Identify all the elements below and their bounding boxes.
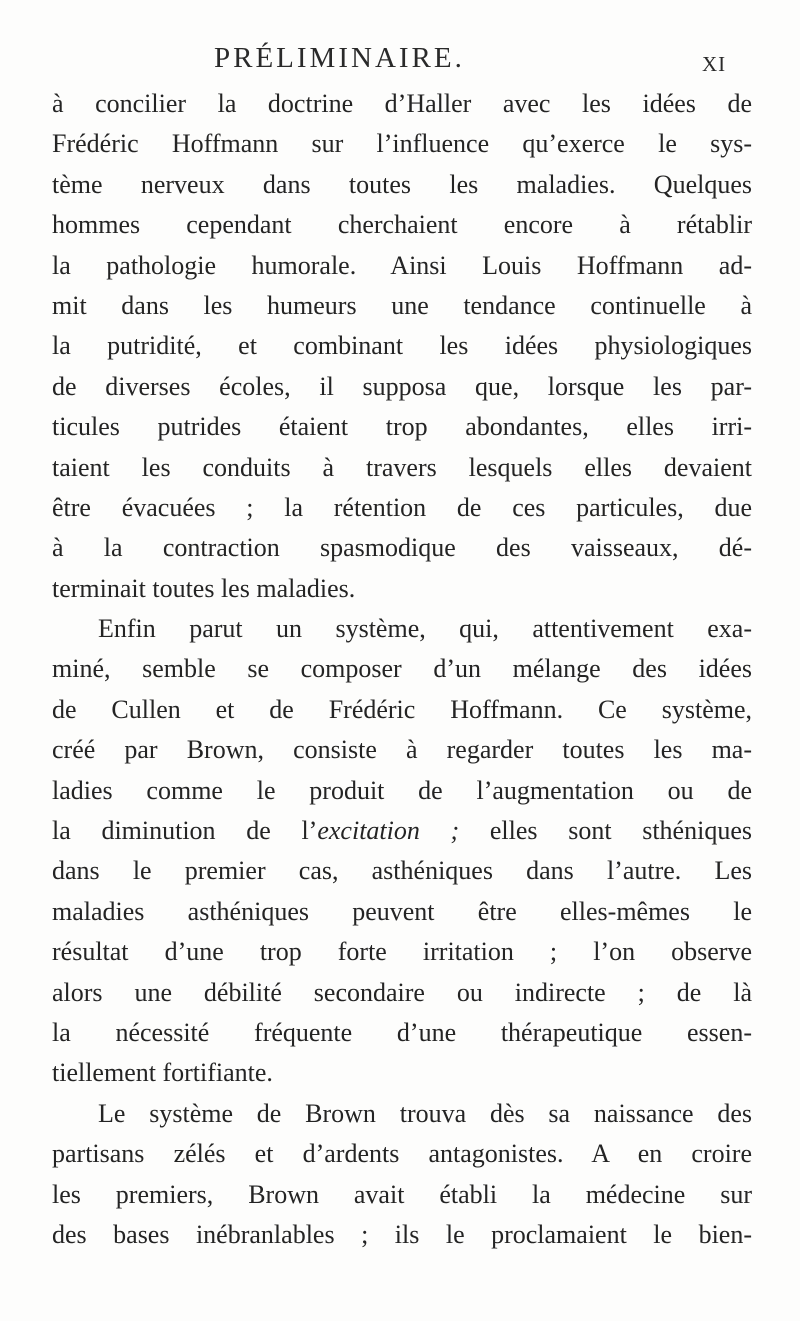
paragraph-2	[52, 609, 752, 1094]
text-line-with-italic	[52, 811, 752, 851]
text-line: partisans zélés et d’ardents antagonistes. A en croire	[52, 1139, 752, 1169]
text-line: Le système de Brown trouva dès sa naissance des	[98, 1098, 752, 1128]
running-head	[0, 42, 800, 82]
text-line: alors une débilité secondaire ou indirecte ; de là	[52, 977, 752, 1007]
text-line: les premiers, Brown avait établi la médecine sur	[52, 1179, 752, 1209]
running-title: PRÉLIMINAIRE.	[214, 42, 465, 74]
text-line: être évacuées ; la rétention de ces particules, due	[52, 492, 752, 522]
text-line: taient les conduits à travers lesquels elles devaient	[52, 452, 752, 482]
text-line: ticules putrides étaient trop abondantes, elles irri-	[52, 412, 752, 442]
text-line: miné, semble se composer d’un mélange des idées	[52, 654, 752, 684]
paragraph-1	[52, 84, 752, 609]
text-line: ladies comme le produit de l’augmentation ou de	[52, 775, 752, 805]
text-line: dans le premier cas, asthéniques dans l’autre. Les	[52, 856, 752, 886]
text-line: créé par Brown, consiste à regarder toutes les ma-	[52, 735, 752, 765]
text-line: la pathologie humorale. Ainsi Louis Hoffmann ad-	[52, 250, 752, 280]
text-line: maladies asthéniques peuvent être elles-mêmes le	[52, 896, 752, 926]
text-line: des bases inébranlables ; ils le proclamaient le bien-	[52, 1219, 752, 1249]
text-line: Frédéric Hoffmann sur l’influence qu’exerce le sys-	[52, 129, 752, 159]
paragraph-3	[52, 1094, 752, 1256]
text-run: elles sont sthéniques	[459, 816, 752, 846]
text-line: de Cullen et de Frédéric Hoffmann. Ce système,	[52, 694, 752, 724]
text-line: la nécessité fréquente d’une thérapeutique essen-	[52, 1017, 752, 1047]
text-run: la diminution de l’	[52, 816, 318, 846]
page-number: XI	[702, 52, 727, 76]
text-line: tiellement fortifiante.	[52, 1058, 273, 1088]
text-line: terminait toutes les maladies.	[52, 573, 356, 603]
text-line: Enfin parut un système, qui, attentivement exa-	[98, 614, 752, 644]
italic-term: excitation ;	[317, 816, 460, 846]
text-line: résultat d’une trop forte irritation ; l’on observe	[52, 937, 752, 967]
text-line: la putridité, et combinant les idées physiologiques	[52, 331, 752, 361]
text-line: tème nerveux dans toutes les maladies. Quelques	[52, 169, 752, 199]
text-line: de diverses écoles, il supposa que, lorsque les par-	[52, 371, 752, 401]
text-line: hommes cependant cherchaient encore à rétablir	[52, 210, 752, 240]
text-line: à la contraction spasmodique des vaisseaux, dé-	[52, 533, 752, 563]
body-text	[52, 84, 752, 1255]
text-line: mit dans les humeurs une tendance continuelle à	[52, 290, 752, 320]
text-line: à concilier la doctrine d’Haller avec les idées de	[52, 89, 752, 118]
